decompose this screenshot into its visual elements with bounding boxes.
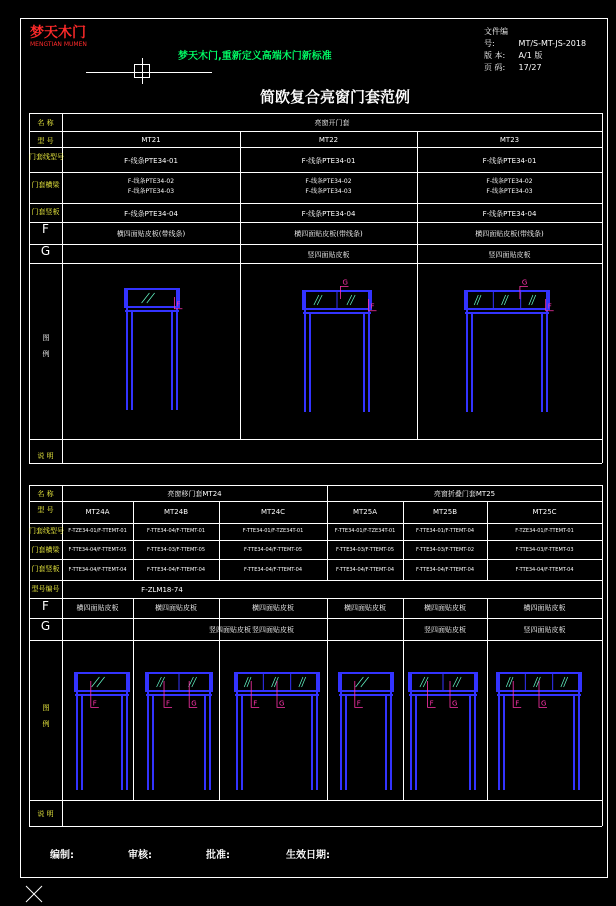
- table2-vline: [62, 485, 63, 826]
- table1-line-model: F-线条PTE34-01: [482, 157, 537, 165]
- brand-logo: 梦天木门: [30, 25, 86, 41]
- svg-text:F: F: [515, 699, 520, 708]
- table1-row-label: 名 称: [37, 119, 54, 127]
- table2-hline: [29, 485, 602, 486]
- table1-row-label: 图例: [42, 334, 50, 358]
- table2-f-value: 横四面贴皮板: [523, 604, 566, 612]
- svg-text:G: G: [541, 699, 547, 708]
- svg-text:F: F: [176, 300, 181, 309]
- document-meta: [484, 26, 586, 74]
- table1-line-model: F-线条PTE34-01: [301, 157, 356, 165]
- door-diagram-mt24a: [74, 672, 150, 800]
- table2-row-label: F: [42, 599, 49, 613]
- table2-row-label: 型号编号: [31, 585, 60, 593]
- table1-vline: [602, 113, 603, 463]
- table2-g-value: 竖四面贴皮板: [424, 626, 466, 634]
- svg-text:G: G: [342, 278, 348, 287]
- table1-hline: [29, 263, 602, 264]
- table1-row-label: 门套竖板: [31, 208, 60, 216]
- table1-row-label: G: [40, 244, 51, 258]
- table2-beam-model: F-TTE34-03/F-TTEMT-03: [515, 547, 574, 553]
- door-diagram-mt21: [124, 288, 200, 420]
- table1-f-value: 横四面贴皮板(带线条): [294, 230, 363, 238]
- table2-beam-model: F-TTE34-03/F-TTEMT-05: [146, 547, 206, 553]
- door-diagram-mt22: [302, 278, 392, 422]
- table2-vline: [29, 485, 30, 826]
- table2-model: MT25B: [432, 508, 458, 516]
- door-diagram-mt25b: [408, 672, 498, 800]
- table2-model: MT24B: [163, 508, 189, 516]
- table2-line-model: F-TTE34-01/F-TZE34T-01: [242, 528, 304, 534]
- table1-hline: [29, 222, 602, 223]
- table1-hline: [29, 463, 602, 464]
- table2-beam-model: F-TTE34-03/F-TTEMT-05: [335, 547, 395, 553]
- door-diagram-mt24c: [234, 672, 340, 800]
- page-label: 页 码:: [484, 63, 506, 72]
- table2-line-model: F-TTE34-01/F-TTEMT-04: [415, 528, 475, 534]
- corner-cross-icon: [24, 884, 44, 904]
- svg-text:G: G: [452, 699, 458, 708]
- table2-hline: [29, 523, 602, 524]
- reviewer-label: 审核:: [128, 850, 152, 861]
- table1-row-label: 说 明: [37, 452, 54, 460]
- table2-board-model: F-TTE34-04/F-TTEMT-04: [415, 567, 475, 573]
- door-diagram-mt23: [464, 278, 570, 422]
- table1-board-model: F-线条PTE34-04: [124, 210, 178, 218]
- svg-text:F: F: [92, 699, 97, 708]
- table2-row-label: 图例: [42, 704, 50, 728]
- svg-text:F: F: [166, 699, 171, 708]
- table2-board-model: F-TTE34-04/F-TTEMT-04: [335, 567, 395, 573]
- table2-row-label: 门套线型号: [29, 527, 64, 535]
- page-number: 17/27: [518, 63, 542, 72]
- table1-line-model: F-线条PTE34-01: [124, 157, 178, 165]
- door-diagram-mt25c: [496, 672, 602, 800]
- table1-hline: [29, 147, 602, 148]
- table2-hline: [29, 640, 602, 641]
- svg-text:F: F: [547, 302, 552, 311]
- table1-row-label: 门套线型号: [29, 153, 64, 161]
- table2-board-model: F-TTE34-04/F-TTEMT-04: [243, 567, 303, 573]
- svg-text:G: G: [521, 278, 528, 287]
- table1-vline: [29, 113, 30, 463]
- table2-f-value: 横四面贴皮板: [344, 604, 386, 612]
- table2-board-model: F-TTE34-04/F-TTEMT-04: [68, 567, 127, 573]
- table2-beam-model: F-TTE34-03/F-TTEMT-02: [415, 547, 475, 553]
- table2-f-value: 横四面贴皮板: [252, 604, 294, 612]
- page-title: 简欧复合亮窗门套范例: [260, 88, 411, 106]
- table2-line-model: F-TTE34-04/F-TTEMT-01: [146, 528, 206, 534]
- table1-beam-model: F-线条PTE34-02: [127, 178, 175, 185]
- svg-text:F: F: [356, 699, 361, 708]
- table2-line-model: F-TZE34-01/F-TTEMT-01: [68, 528, 127, 534]
- table1-model: MT21: [141, 136, 161, 144]
- table1-f-value: 横四面贴皮板(带线条): [475, 230, 544, 238]
- table2-row-label: 型 号: [37, 506, 54, 514]
- svg-text:G: G: [191, 699, 197, 708]
- table2-hline: [29, 580, 602, 581]
- table2-model: MT24C: [260, 508, 286, 516]
- table1-board-model: F-线条PTE34-04: [301, 210, 356, 218]
- table2-model: MT24A: [85, 508, 110, 516]
- door-diagram-mt24b: [145, 672, 233, 800]
- table1-f-value: 横四面贴皮板(带线条): [116, 230, 186, 238]
- table1-row-label: 门套横梁: [31, 181, 60, 189]
- svg-text:F: F: [253, 699, 258, 708]
- table1-beam-model: F-线条PTE34-02: [305, 178, 352, 185]
- effective-date-label: 生效日期:: [286, 850, 330, 861]
- table1-hline: [29, 113, 602, 114]
- table2-hline: [29, 800, 602, 801]
- table1-row-label: 型 号: [37, 137, 54, 145]
- door-diagram-mt25a: [338, 672, 414, 800]
- table1-hline: [29, 131, 602, 132]
- table2-g-value: 竖四面贴皮板: [209, 626, 251, 634]
- approver-label: 批准:: [206, 850, 230, 861]
- table2-beam-model: F-TTE34-04/F-TTEMT-05: [68, 547, 127, 553]
- table1-beam-model: F-线条PTE34-03: [305, 188, 352, 195]
- table1-model: MT23: [499, 136, 520, 144]
- table1-hline: [29, 172, 602, 173]
- table2-hline: [29, 826, 602, 827]
- table1-group-name: 亮窗开门套: [314, 119, 350, 127]
- table2-series-no: F-ZLM18-74: [141, 586, 183, 594]
- table1-g-value: 竖四面贴皮板: [307, 251, 350, 259]
- table2-f-value: 横四面贴皮板: [76, 604, 119, 612]
- table1-hline: [29, 244, 602, 245]
- table2-row-label: G: [40, 619, 51, 633]
- editor-label: 编制:: [50, 850, 74, 861]
- table2-row-label: 名 称: [37, 490, 54, 498]
- table2-board-model: F-TTE34-04/F-TTEMT-04: [146, 567, 206, 573]
- table1-hline: [29, 439, 602, 440]
- table2-board-model: F-TTE34-04/F-TTEMT-04: [515, 567, 574, 573]
- table1-row-label: F: [42, 222, 49, 236]
- table2-row-label: 门套竖板: [31, 565, 60, 573]
- table2-group-name: 亮窗移门套MT24: [167, 490, 222, 498]
- table2-hline: [29, 559, 602, 560]
- table2-hline: [29, 540, 602, 541]
- version-label: 版 本:: [484, 51, 506, 60]
- table2-f-value: 横四面贴皮板: [155, 604, 197, 612]
- table2-row-label: 说 明: [37, 810, 54, 818]
- brand-subtitle: MENGTIAN MUMEN: [30, 41, 87, 48]
- table1-beam-model: F-线条PTE34-02: [486, 178, 533, 185]
- table2-beam-model: F-TTE34-04/F-TTEMT-05: [243, 547, 303, 553]
- svg-text:F: F: [429, 699, 434, 708]
- slogan: 梦天木门,重新定义高端木门新标准: [178, 51, 332, 62]
- table2-model: MT25A: [352, 508, 377, 516]
- table2-line-model: F-TZE34-01/F-TTEMT-01: [515, 528, 574, 534]
- doc-no-label: 文件编号:: [484, 27, 508, 48]
- svg-text:G: G: [279, 699, 285, 708]
- table2-hline: [29, 501, 602, 502]
- table2-line-model: F-TTE34-01/F-TZE34T-01: [334, 528, 396, 534]
- version: A/1 版: [518, 51, 543, 60]
- table2-model: MT25C: [532, 508, 557, 516]
- table1-board-model: F-线条PTE34-04: [482, 210, 537, 218]
- header-tick: [142, 58, 143, 84]
- table2-g-value: 竖四面贴皮板: [523, 626, 566, 634]
- table2-group-name: 亮窗折叠门套MT25: [433, 490, 496, 498]
- table2-vline: [602, 485, 603, 826]
- table1-g-value: 竖四面贴皮板: [488, 251, 531, 259]
- table2-row-label: 门套横梁: [31, 546, 60, 554]
- table1-hline: [29, 203, 602, 204]
- table2-hline: [29, 618, 602, 619]
- table2-f-value: 横四面贴皮板: [424, 604, 466, 612]
- table1-beam-model: F-线条PTE34-03: [127, 188, 175, 195]
- table1-model: MT22: [318, 136, 339, 144]
- table1-beam-model: F-线条PTE34-03: [486, 188, 533, 195]
- table2-hline: [29, 598, 602, 599]
- doc-no: MT/S-MT-JS-2018: [518, 39, 587, 48]
- svg-text:F: F: [370, 302, 375, 311]
- table2-g-value: 竖四面贴皮板: [252, 626, 294, 634]
